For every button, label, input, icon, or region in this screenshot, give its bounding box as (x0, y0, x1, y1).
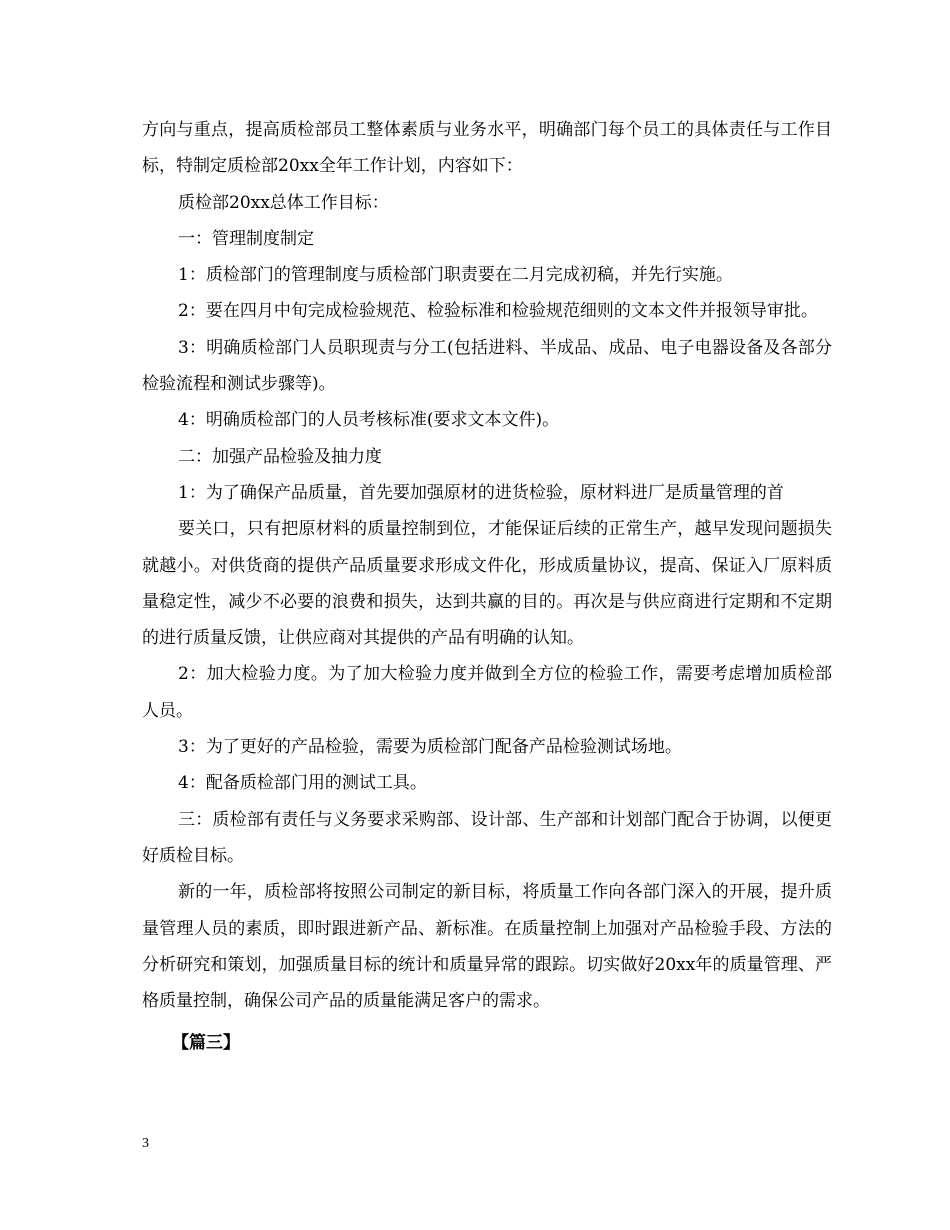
list-item: 4：明确质检部门的人员考核标准(要求文本文件)。 (178, 410, 560, 431)
list-item: 1：为了确保产品质量，首先要加强原材的进货检验，原材料进厂是质量管理的首 (178, 482, 784, 503)
paragraph-conclusion: 新的一年，质检部将按照公司制定的新目标，将质量工作向各部门深入的开展，提升质量管理人员的素质，即时跟进新产品、新标准。在质量控制上加强对产品检验手段、方法的分析研究和策划，加强质量目标的统计和质量异常的跟踪。切实做好20xx年的质量管理、严格质量控制，确保公司产品的质量能满足客户的需求。 (142, 882, 832, 1012)
list-item: 2：加大检验力度。为了加大检验力度并做到全方位的检验工作，需要考虑增加质检部人员。 (142, 664, 832, 721)
list-item: 4：配备质检部门用的测试工具。 (178, 773, 427, 794)
list-item: 3：明确质检部门人员职现责与分工(包括进料、半成品、成品、电子电器设备及各部分检验流程和测试步骤等)。 (142, 337, 832, 395)
section-heading-2: 二：加强产品检验及抽力度 (178, 446, 382, 467)
paragraph-body: 要关口，只有把原材料的质量控制到位，才能保证后续的正常生产，越早发现问题损失就越小。对供货商的提供产品质量要求形成文件化，形成质量协议，提高、保证入厂原料质量稳定性，减少不必要的浪费和损失，达到共赢的目的。再次是与供应商进行定期和不定期的进行质量反馈，让供应商对其提供的产品有明确的认知。 (142, 519, 832, 649)
list-item: 2：要在四月中旬完成检验规范、检验标准和检验规范细则的文本文件并报领导审批。 (178, 301, 818, 322)
paragraph-intro-continued: 方向与重点，提高质检部员工整体素质与业务水平，明确部门每个员工的具体责任与工作目标，特制定质检部20xx全年工作计划，内容如下： (142, 120, 832, 177)
paragraph-overall-goals: 质检部20xx总体工作目标： (178, 192, 389, 213)
page-number: 3 (142, 1136, 149, 1151)
section-heading-3: 三：质检部有责任与义务要求采购部、设计部、生产部和计划部门配合于协调，以便更好质检目标。 (142, 809, 832, 866)
part-heading: 【篇三】 (172, 1033, 240, 1054)
list-item: 1：质检部门的管理制度与质检部门职责要在二月完成初稿，并先行实施。 (178, 265, 733, 286)
section-heading-1: 一：管理制度制定 (178, 228, 314, 249)
document-body (142, 112, 832, 1062)
list-item: 3：为了更好的产品检验，需要为质检部门配备产品检验测试场地。 (178, 737, 682, 758)
